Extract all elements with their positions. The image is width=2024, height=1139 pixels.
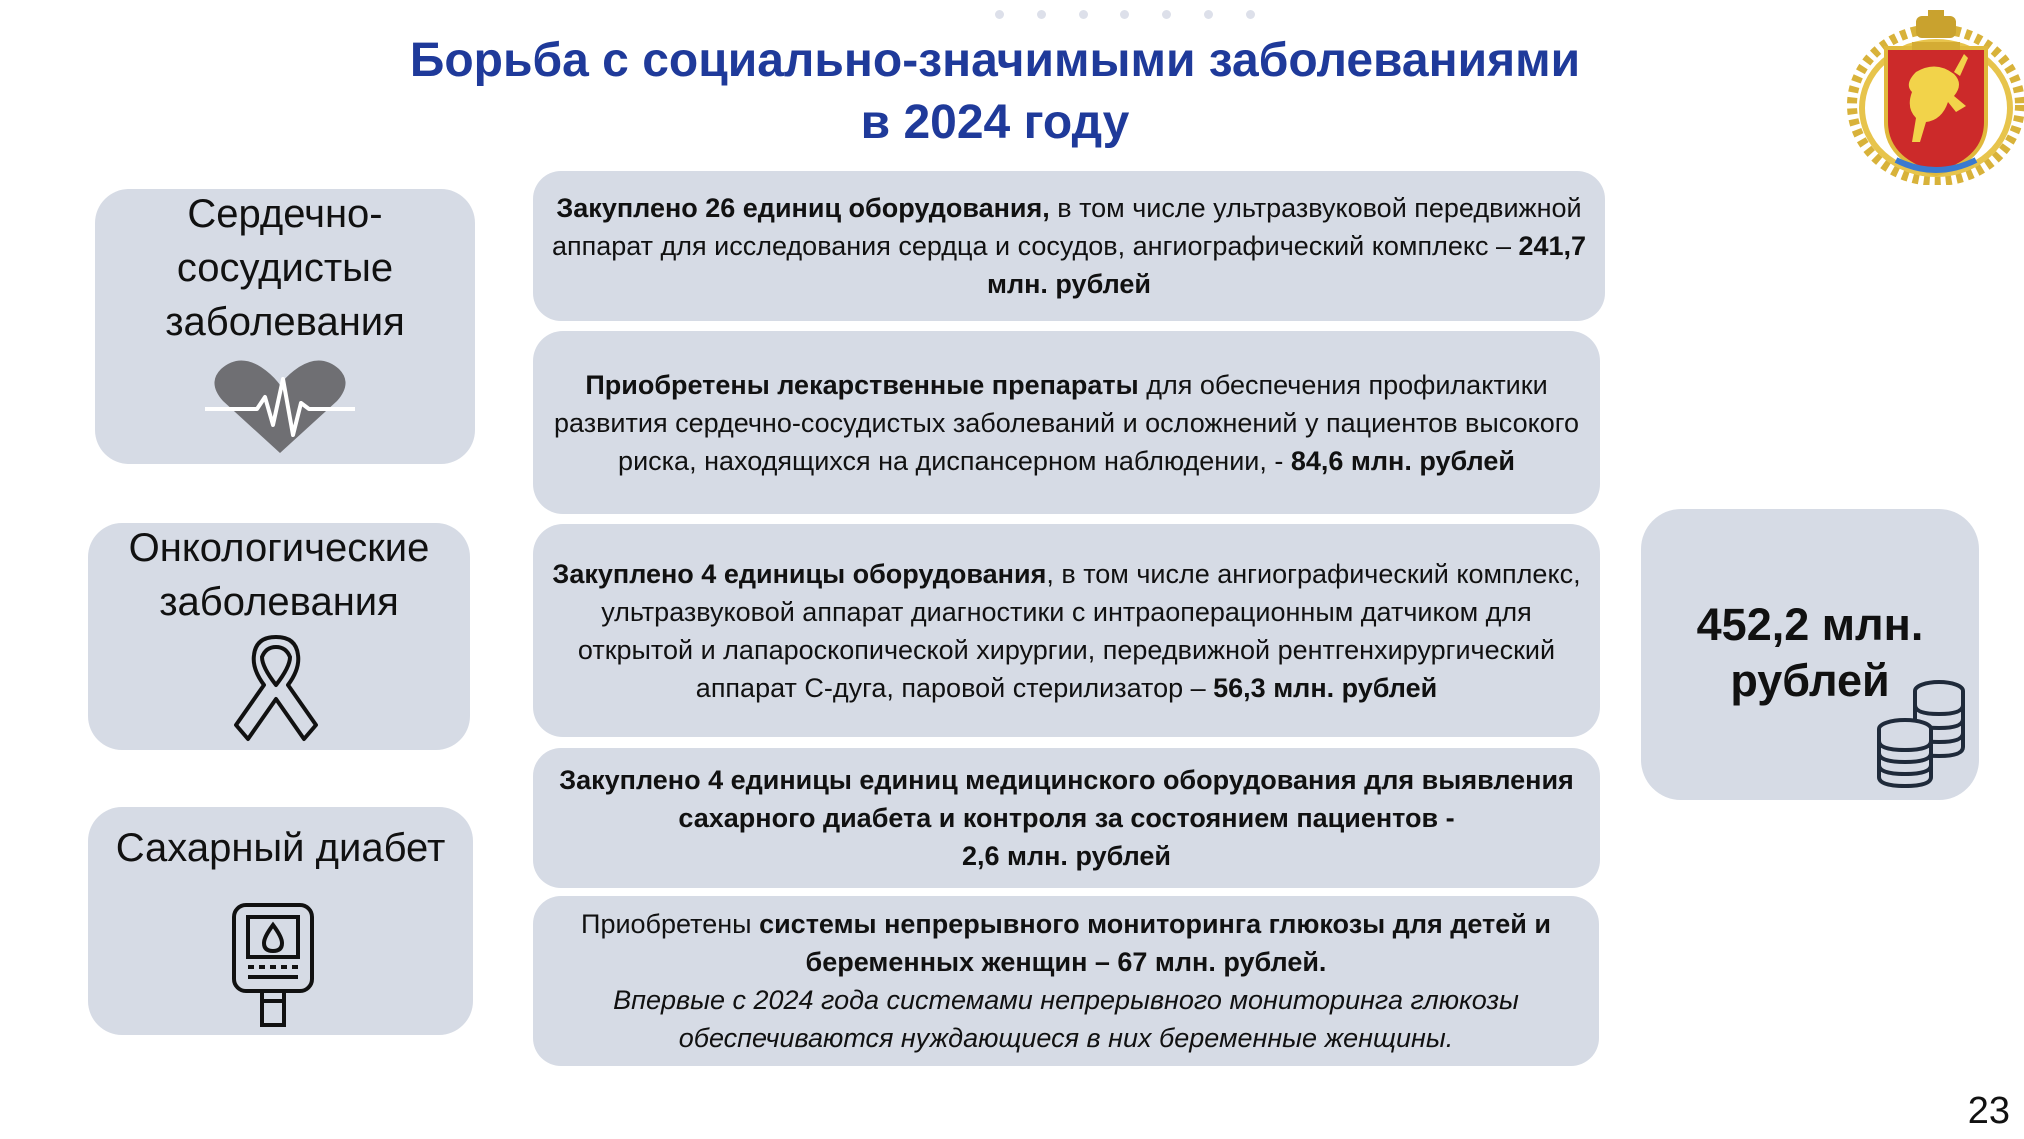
category-cardiovascular-line2: сосудистые bbox=[176, 246, 394, 290]
category-cardiovascular bbox=[95, 189, 475, 464]
card3-text: , в том числе ангиографический комплекс, ультразвуковой аппарат диагностики с интраоперационным датчиком для открытой и лапароскопической хирургии, передвижной рентгенхирургический аппарат С-дуга, паровой стерилизатор – bbox=[577, 558, 1581, 703]
category-diabetes-label: Сахарный диабет bbox=[115, 826, 446, 870]
card5-bold: системы непрерывного мониторинга глюкозы для детей и беременных женщин – 67 млн. рублей. bbox=[759, 909, 1551, 977]
heart-pulse-icon bbox=[205, 357, 355, 457]
card1-text: в том числе ультразвуковой передвижной аппарат для исследования сердца и сосудов, ангиографический комплекс – bbox=[551, 193, 1582, 261]
total-amount-line2: рублей bbox=[1730, 655, 1890, 706]
card5-text: Приобретены bbox=[581, 909, 760, 939]
decorative-dots bbox=[995, 10, 1255, 22]
info-card-equipment-oncology bbox=[533, 524, 1600, 737]
card2-text: для обеспечения профилактики развития сердечно-сосудистых заболеваний и осложнений у пациентов высокого риска, находящихся на диспансерном наблюдении, - bbox=[553, 369, 1580, 476]
card2-bold-lead: Приобретены лекарственные препараты bbox=[585, 369, 1139, 400]
info-card-equipment-diabetes bbox=[533, 748, 1600, 888]
card3-amount: 56,3 млн. рублей bbox=[1213, 672, 1438, 703]
category-oncology-line1: Онкологические bbox=[128, 526, 430, 570]
glucometer-icon bbox=[230, 901, 316, 1029]
category-diabetes bbox=[88, 807, 473, 1035]
page-title-line1: Борьба с социально-значимыми заболеваниями bbox=[409, 34, 1581, 87]
coins-stack-icon bbox=[1873, 677, 1969, 789]
card1-amount: 241,7 млн. рублей bbox=[986, 231, 1587, 299]
card3-bold-lead: Закуплено 4 единицы оборудования bbox=[552, 558, 1047, 589]
coat-of-arms-icon bbox=[1846, 10, 2024, 185]
info-card-medications bbox=[533, 331, 1600, 514]
card2-amount: 84,6 млн. рублей bbox=[1290, 445, 1515, 476]
info-card-glucose-monitoring bbox=[533, 896, 1599, 1066]
category-oncology-line2: заболевания bbox=[159, 580, 399, 624]
card1-bold-lead: Закуплено 26 единиц оборудования, bbox=[556, 193, 1050, 223]
category-cardiovascular-line1: Сердечно- bbox=[187, 192, 383, 236]
card5-note: Впервые с 2024 года системами непрерывного мониторинга глюкозы обеспечиваются нуждающиеся в них беременные женщины. bbox=[613, 985, 1519, 1053]
card4-bold-lead: Закуплено 4 единицы единиц медицинского оборудования для выявления сахарного диабета и контроля за состоянием пациентов - bbox=[559, 765, 1574, 833]
page-title-line2: в 2024 году bbox=[860, 96, 1130, 149]
page-title bbox=[300, 30, 1690, 154]
awareness-ribbon-icon bbox=[228, 633, 324, 745]
total-amount-box bbox=[1641, 509, 1979, 800]
category-cardiovascular-line3: заболевания bbox=[165, 300, 405, 344]
info-card-equipment-cardio bbox=[533, 171, 1605, 321]
card4-amount: 2,6 млн. рублей bbox=[961, 841, 1172, 871]
category-oncology bbox=[88, 523, 470, 750]
page-number: 23 bbox=[1967, 1090, 2010, 1132]
total-amount-line1: 452,2 млн. bbox=[1696, 599, 1924, 650]
